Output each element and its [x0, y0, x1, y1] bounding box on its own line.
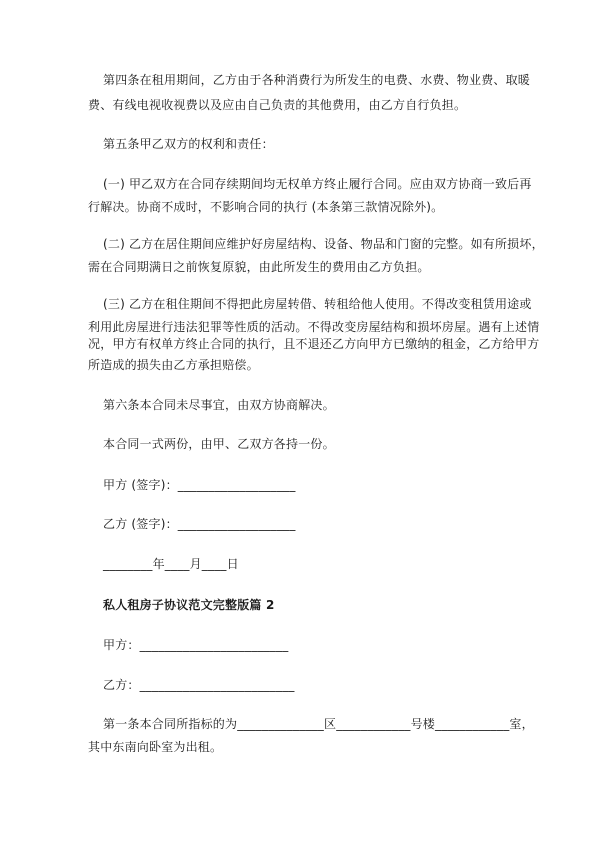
clause-6: 第六条本合同未尽事宜，由双方协商解决。 — [103, 398, 335, 412]
clause-4-line-2: 费、有线电视收视费以及应由自己负责的其他费用，由乙方自行负担。 — [88, 98, 467, 112]
clause-1-line-1: 第一条本合同所指标的为______________区____________号楼____________室， — [103, 717, 534, 731]
clause-5-item-3-line-4: 所造成的损失由乙方承担赔偿。 — [88, 358, 259, 372]
clause-5-item-1-line-1: (一) 甲乙双方在合同存续期间均无权单方终止履行合同。应由双方协商一致后再 — [103, 177, 532, 191]
clause-5-item-3-line-3: 况，甲方有权单方终止合同的执行，且不退还乙方向甲方已缴纳的租金，乙方给甲方 — [88, 337, 540, 351]
copies-statement: 本合同一式两份，由甲、乙双方各持一份。 — [103, 437, 335, 451]
party-a-line: 甲方：________________________ — [103, 638, 289, 652]
section-2-title: 私人租房子协议范文完整版篇 2 — [103, 598, 275, 612]
date-line: ________年____月____日 — [103, 557, 239, 571]
clause-5-item-2-line-2: 需在合同期满日之前恢复原貌，由此所发生的费用由乙方负担。 — [88, 260, 430, 274]
clause-5-item-1-line-2: 行解决。协商不成时，不影响合同的执行 (本条第三款情况除外)。 — [88, 200, 444, 214]
clause-5-item-3-line-2: 利用此房屋进行违法犯罪等性质的活动。不得改变房屋结构和损坏房屋。遇有上述情 — [88, 320, 540, 334]
clause-4-line-1: 第四条在租用期间，乙方由于各种消费行为所发生的电费、水费、物业费、取暖 — [103, 73, 531, 87]
party-b-signature-line: 乙方 (签字)：___________________ — [103, 517, 296, 531]
party-a-signature-line: 甲方 (签字)：___________________ — [103, 478, 296, 492]
clause-5-item-3-line-1: (三) 乙方在租住期间不得把此房屋转借、转租给他人使用。不得改变租赁用途或 — [103, 297, 532, 311]
clause-5-heading: 第五条甲乙双方的权利和责任： — [103, 137, 274, 151]
party-b-line: 乙方：_________________________ — [103, 678, 295, 692]
clause-5-item-2-line-1: (二) 乙方在居住期间应维护好房屋结构、设备、物品和门窗的完整。如有所损坏， — [103, 237, 544, 251]
clause-1-line-2: 其中东南向卧室为出租。 — [88, 740, 223, 754]
